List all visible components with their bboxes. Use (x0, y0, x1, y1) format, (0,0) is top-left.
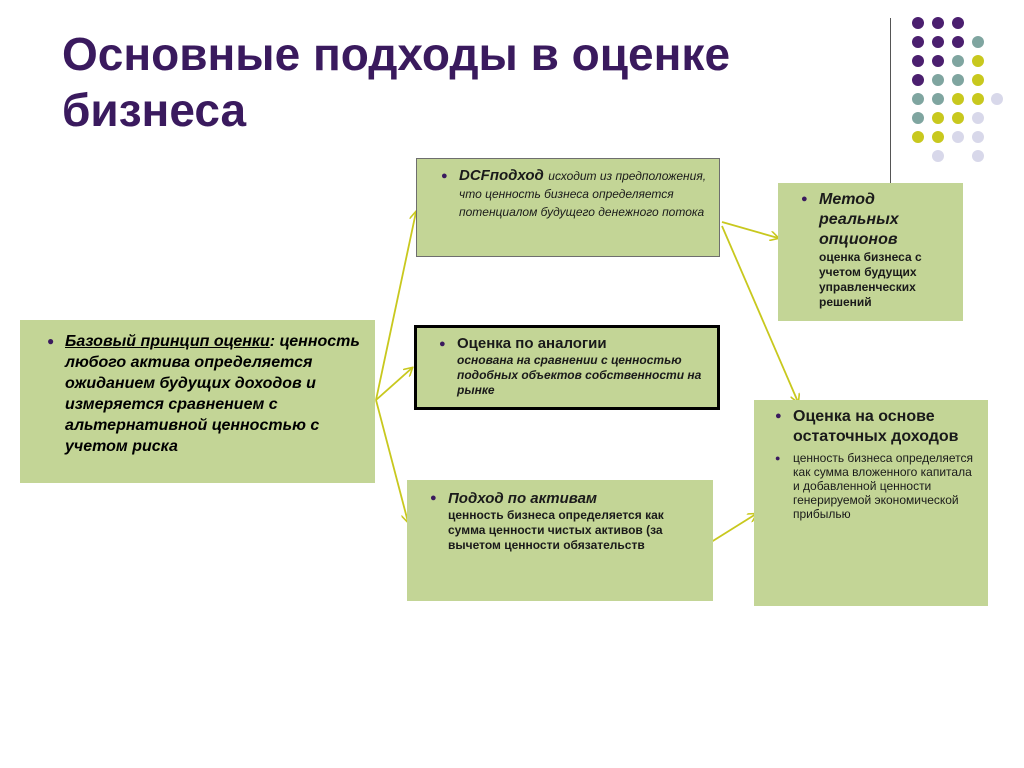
assets-text: ценность бизнеса определяется как сумма ценности чистых активов (за вычетом ценности обязательств (448, 508, 664, 552)
residual-text: ценность бизнеса определяется как сумма вложенного капитала и добавленной ценности генерируемой экономической прибылью (793, 451, 973, 521)
slide-title: Основные подходы в оценке бизнеса (62, 28, 731, 136)
box-base-principle (20, 320, 375, 483)
arrow-base-to-dcf (376, 212, 416, 400)
base-principle-colon: : (269, 333, 276, 350)
bullet-icon: ● (441, 170, 448, 182)
bullet-icon: ● (47, 334, 55, 348)
box-assets-approach (407, 480, 713, 601)
arrow-assets-to-residual (708, 514, 756, 544)
base-principle-text: ценность любого актива определяется ожиданием будущих доходов и измеряется сравнением с альтернативной ценностью с учетом риска (65, 333, 360, 455)
box-real-options (778, 183, 963, 321)
bullet-icon: ● (801, 193, 808, 205)
box-dcf-approach (416, 158, 720, 257)
arrow-dcf-to-options (722, 222, 778, 238)
bullet-icon: ● (775, 410, 782, 422)
residual-title: Оценка на основе остаточных доходов (793, 408, 959, 445)
base-principle-title: Базовый принцип оценки (65, 333, 270, 350)
box-analogy-approach (414, 325, 720, 410)
bullet-icon: ● (439, 338, 446, 350)
options-title: Метод реальных опционов (819, 191, 899, 248)
dcf-text: исходит из предположения, что ценность бизнеса определяется потенциалом будущего денежного потока (459, 169, 707, 219)
analogy-text: основана на сравнении с ценностью подобных объектов собственности на рынке (457, 353, 702, 397)
analogy-title: Оценка по аналогии (457, 335, 607, 352)
dcf-title: DCFподход (459, 167, 544, 184)
bullet-icon: ● (775, 453, 781, 463)
options-text: оценка бизнеса с учетом будущих управленческих решений (819, 250, 922, 309)
bullet-icon: ● (430, 492, 437, 504)
arrow-base-to-assets (376, 400, 408, 522)
assets-title: Подход по активам (448, 490, 598, 507)
box-residual-income (754, 400, 988, 606)
